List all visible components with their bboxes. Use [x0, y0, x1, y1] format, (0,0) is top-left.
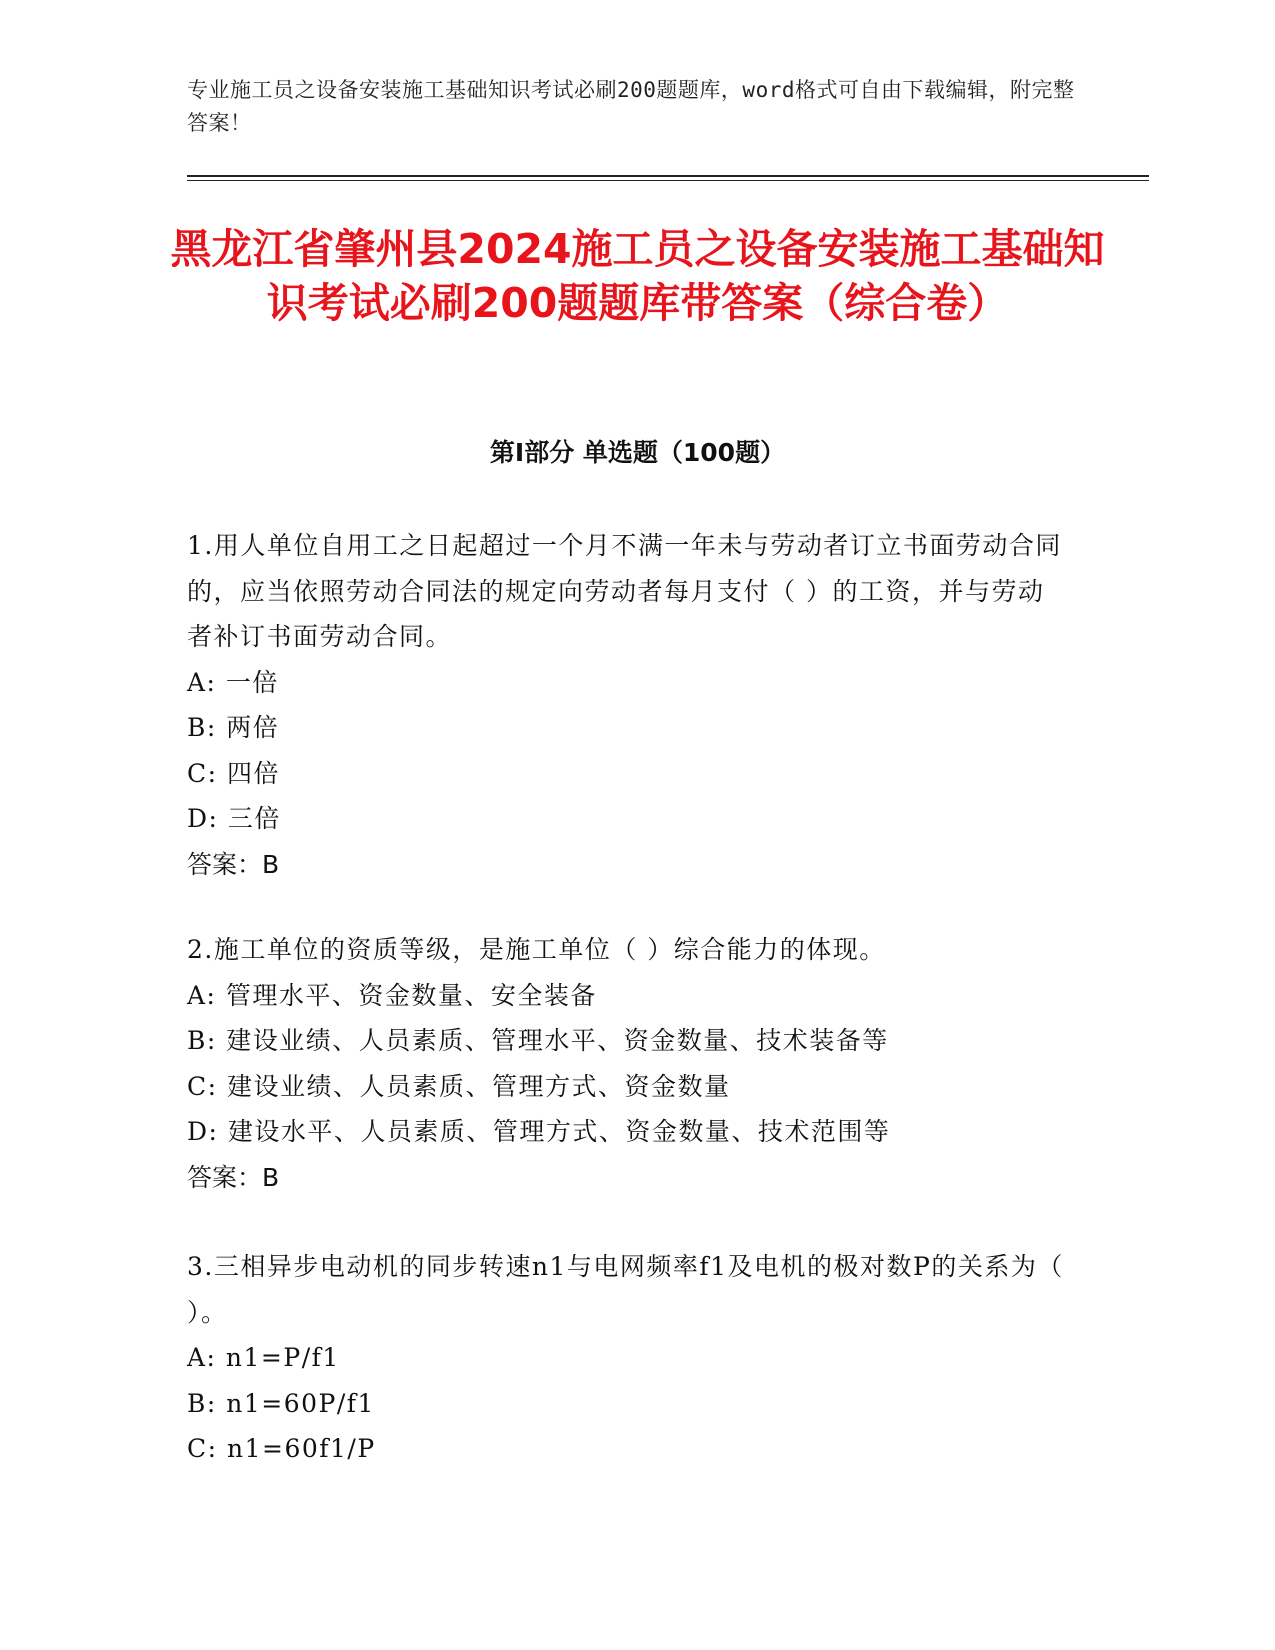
- answer: 答案：B: [187, 849, 280, 879]
- question-stem: 1.用人单位自用工之日起超过一个月不满一年未与劳动者订立书面劳动合同的，应当依照劳动合同法的规定向劳动者每月支付（ ）的工资，并与劳动者补订书面劳动合同。: [187, 531, 1062, 651]
- option-c: C: n1=60f1/P: [187, 1434, 376, 1463]
- section-title: 第I部分 单选题（100题）: [489, 438, 786, 467]
- answer: 答案：B: [187, 1162, 280, 1192]
- option-d: D: 建设水平、人员素质、管理方式、资金数量、技术范围等: [187, 1117, 891, 1146]
- document-title: 黑龙江省肇州县2024施工员之设备安装施工基础知识考试必刷200题题库带答案（综合卷）: [170, 225, 1105, 327]
- option-c: C: 四倍: [187, 758, 280, 788]
- question-3: [187, 1244, 1067, 1472]
- option-b: B: n1=60P/f1: [187, 1388, 375, 1418]
- option-c: C: 建设业绩、人员素质、管理方式、资金数量: [187, 1071, 731, 1101]
- question-stem: 3.三相异步电动机的同步转速n1与电网频率f1及电机的极对数P的关系为（ ）。: [187, 1252, 1064, 1327]
- question-2: [187, 927, 1067, 1200]
- option-a: A: 一倍: [187, 667, 279, 697]
- header-divider-thick: [187, 175, 1149, 177]
- option-b: B: 两倍: [187, 713, 280, 742]
- option-b: B: 建设业绩、人员素质、管理水平、资金数量、技术装备等: [187, 1026, 889, 1055]
- question-1: [187, 523, 1067, 887]
- option-a: A: 管理水平、资金数量、安全装备: [187, 980, 597, 1010]
- header-divider-thin: [187, 180, 1149, 181]
- option-d: D: 三倍: [187, 804, 281, 833]
- option-a: A: n1=P/f1: [187, 1343, 340, 1372]
- header-note: 专业施工员之设备安装施工基础知识考试必刷200题题库，word格式可自由下载编辑，附完整答案！: [187, 78, 1075, 135]
- question-stem: 2.施工单位的资质等级，是施工单位（ ）综合能力的体现。: [187, 935, 886, 964]
